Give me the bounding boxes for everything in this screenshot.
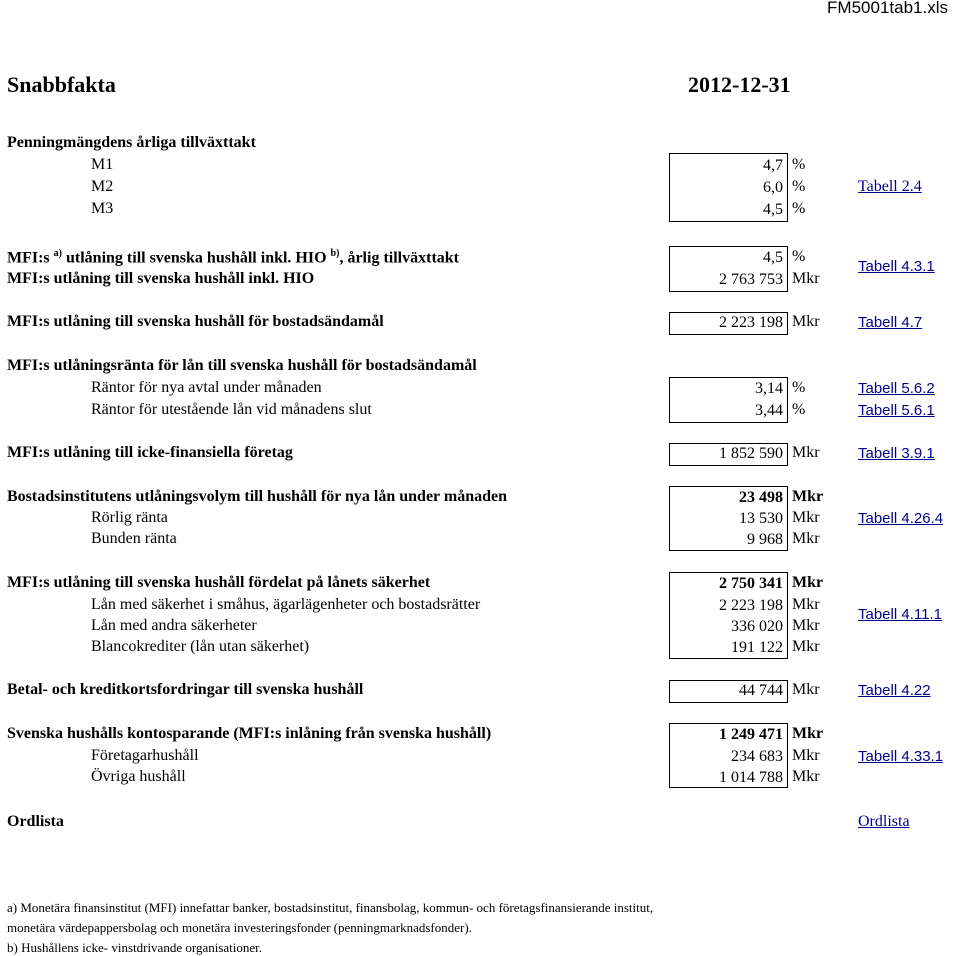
footnote-a: a) Monetära finansinstitut (MFI) innefattar banker, bostadsinstitut, finansbolag, kommun- och företagsfinansierande institut, <box>7 900 654 915</box>
nonfin-label: MFI:s utlåning till icke-finansiella företag <box>7 444 293 461</box>
money-growth-heading: Penningmängdens årliga tillväxttakt <box>7 134 256 151</box>
link-tabell-4-3-1[interactable]: Tabell 4.3.1 <box>858 258 935 275</box>
mfi-lending-value: 2 763 753 <box>719 271 783 288</box>
cards-unit: Mkr <box>792 681 820 698</box>
nonfin-unit: Mkr <box>792 444 820 461</box>
row-value: 9 968 <box>747 531 783 548</box>
row-label: Räntor för utestående lån vid månadens slut <box>91 401 372 418</box>
security-unit: Mkr <box>792 574 824 591</box>
row-unit: Mkr <box>792 638 820 655</box>
link-tabell-4-33-1[interactable]: Tabell 4.33.1 <box>858 748 944 765</box>
row-label: M1 <box>91 156 114 173</box>
row-value: 6,0 <box>763 179 783 196</box>
link-tabell-4-7[interactable]: Tabell 4.7 <box>858 314 923 331</box>
row-unit: Mkr <box>792 596 820 613</box>
rates-heading: MFI:s utlåningsränta för lån till svenska hushåll för bostadsändamål <box>7 357 477 374</box>
security-value: 2 750 341 <box>719 575 783 592</box>
cards-label: Betal- och kreditkortsfordringar till svenska hushåll <box>7 681 364 698</box>
link-tabell-4-26-4[interactable]: Tabell 4.26.4 <box>858 510 944 527</box>
row-unit: % <box>792 200 806 217</box>
row-value: 1 014 788 <box>719 769 783 786</box>
link-tabell-3-9-1[interactable]: Tabell 3.9.1 <box>858 445 935 462</box>
link-tabell-5-6-1[interactable]: Tabell 5.6.1 <box>858 402 935 419</box>
mfi-growth-label: MFI:s $^{a)}$ utlåning till svenska hushåll inkl. HIO $^{b)}$, årlig tillväxttakt <box>7 248 459 267</box>
bostad-label: Bostadsinstitutens utlåningsvolym till hushåll för nya lån under månaden <box>7 488 507 505</box>
row-value: 3,44 <box>755 402 783 419</box>
row-unit: Mkr <box>792 747 820 764</box>
file-name: FM5001tab1.xls <box>827 0 948 17</box>
row-label: Lån med säkerhet i småhus, ägarlägenheter och bostadsrätter <box>91 596 481 613</box>
row-value: 4,7 <box>763 157 783 174</box>
row-value: 191 122 <box>731 639 783 656</box>
link-tabell-4-22[interactable]: Tabell 4.22 <box>858 682 931 699</box>
mfi-growth-unit: % <box>792 248 806 265</box>
mfi-lending-label: MFI:s utlåning till svenska hushåll inkl. HIO <box>7 270 315 287</box>
row-unit: Mkr <box>792 617 820 634</box>
footnote-a-cont: monetära värdepappersbolag och monetära investeringsfonder (penningmarknadsfonder). <box>7 920 472 935</box>
row-label: Övriga hushåll <box>91 768 186 785</box>
row-value: 4,5 <box>763 201 783 218</box>
footnote-b: b) Hushållens icke- vinstdrivande organisationer. <box>7 940 263 955</box>
link-tabell-5-6-2[interactable]: Tabell 5.6.2 <box>858 380 935 397</box>
row-label: Lån med andra säkerheter <box>91 617 257 634</box>
nonfin-value: 1 852 590 <box>719 445 783 462</box>
security-label: MFI:s utlåning till svenska hushåll fördelat på lånets säkerhet <box>7 574 431 591</box>
row-value: 336 020 <box>731 618 783 635</box>
row-value: 13 530 <box>739 510 783 527</box>
report-date: 2012-12-31 <box>688 72 791 97</box>
savings-value: 1 249 471 <box>719 726 783 743</box>
housing-label: MFI:s utlåning till svenska hushåll för bostadsändamål <box>7 313 384 330</box>
row-unit: Mkr <box>792 509 820 526</box>
bostad-unit: Mkr <box>792 488 824 505</box>
row-unit: % <box>792 178 806 195</box>
glossary-label: Ordlista <box>7 813 64 830</box>
row-unit: % <box>792 156 806 173</box>
link-tabell-2-4[interactable]: Tabell 2.4 <box>858 178 922 195</box>
link-ordlista[interactable]: Ordlista <box>858 813 910 830</box>
row-label: M2 <box>91 178 114 195</box>
row-value: 2 223 198 <box>719 597 783 614</box>
row-unit: Mkr <box>792 768 820 785</box>
row-label: Rörlig ränta <box>91 509 168 526</box>
row-label: Bunden ränta <box>91 530 177 547</box>
row-label: M3 <box>91 200 114 217</box>
row-unit: % <box>792 401 806 418</box>
row-label: Räntor för nya avtal under månaden <box>91 379 322 396</box>
savings-label: Svenska hushålls kontosparande (MFI:s inlåning från svenska hushåll) <box>7 725 492 742</box>
row-unit: Mkr <box>792 530 820 547</box>
bostad-value: 23 498 <box>739 489 783 506</box>
cards-value: 44 744 <box>739 682 783 699</box>
housing-value: 2 223 198 <box>719 314 783 331</box>
row-label: Blancokrediter (lån utan säkerhet) <box>91 638 310 655</box>
row-value: 234 683 <box>731 748 783 765</box>
row-value: 3,14 <box>755 380 783 397</box>
mfi-growth-value: 4,5 <box>763 249 783 266</box>
savings-unit: Mkr <box>792 725 824 742</box>
link-tabell-4-11-1[interactable]: Tabell 4.11.1 <box>858 606 942 623</box>
page-title: Snabbfakta <box>7 72 116 97</box>
mfi-lending-unit: Mkr <box>792 270 820 287</box>
housing-unit: Mkr <box>792 313 820 330</box>
row-unit: % <box>792 379 806 396</box>
row-label: Företagarhushåll <box>91 747 199 764</box>
